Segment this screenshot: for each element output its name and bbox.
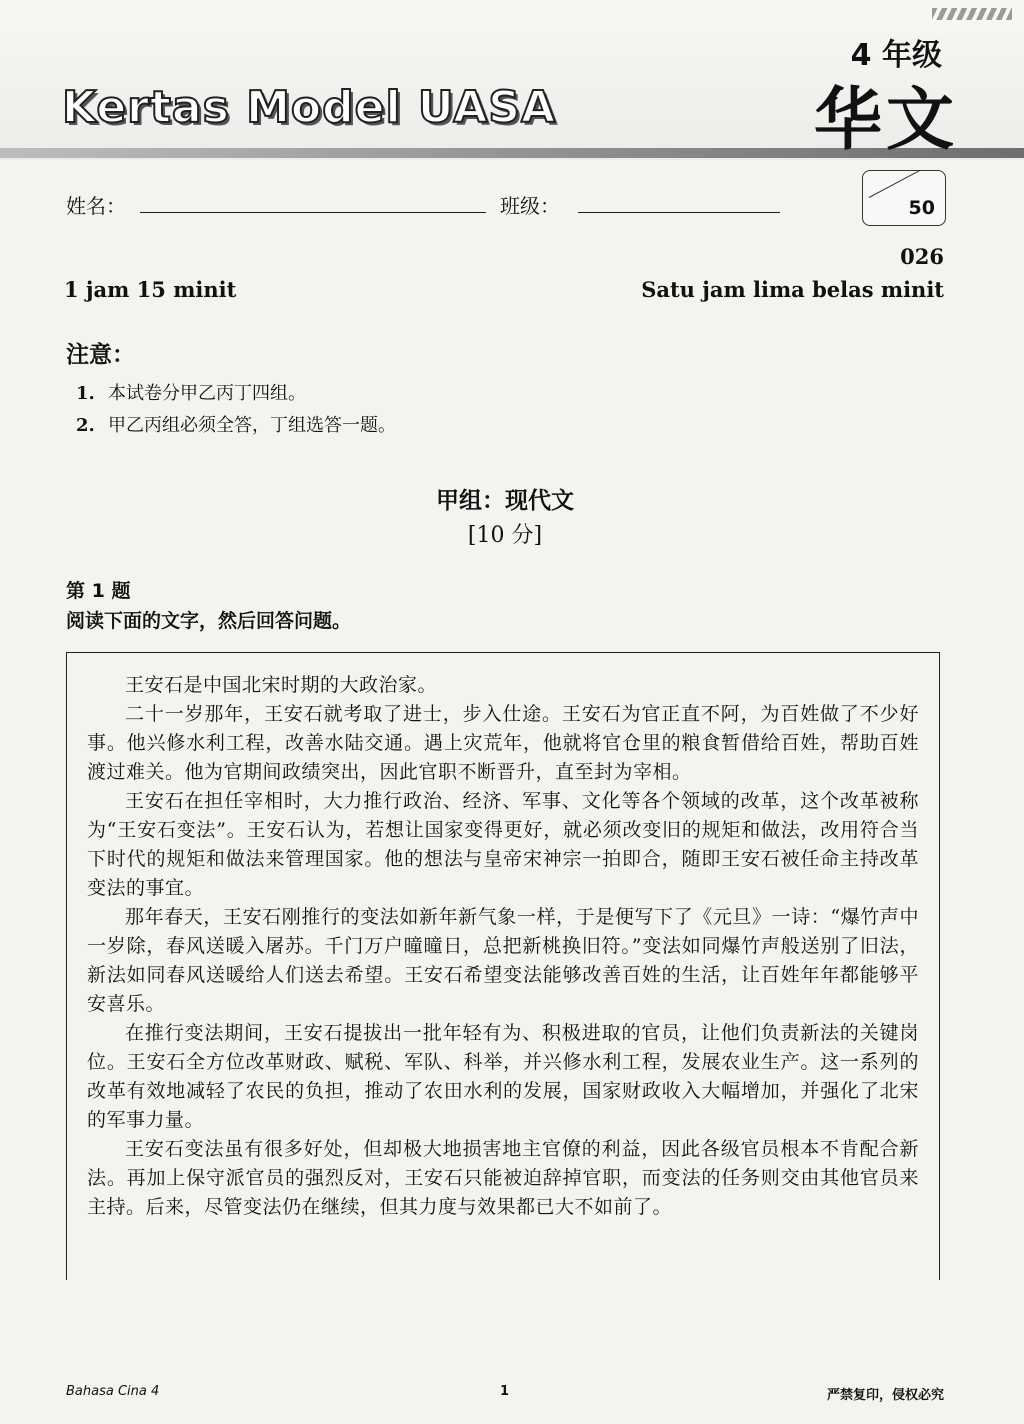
passage-paragraph: 王安石是中国北宋时期的大政治家。 xyxy=(125,674,438,696)
decorative-stripes xyxy=(932,8,1012,20)
score-box xyxy=(862,170,946,226)
score-slash xyxy=(869,170,940,198)
notice-text: 甲乙丙组必须全答，丁组选答一题。 xyxy=(108,415,396,436)
question-instruction: 阅读下面的文字，然后回答问题。 xyxy=(66,610,352,632)
class-field[interactable] xyxy=(578,212,780,213)
notice-number: 1. xyxy=(76,383,95,404)
passage-paragraph: 王安石变法虽有很多好处，但却极大地损害地主官僚的利益，因此各级官员根本不肯配合新法。再加上保守派官员的强烈反对，王安石只能被迫辞掉官职，而变法的任务则交由其他官员来主持。后来，尽管变法仍在继续，但其力度与效果都已大不如前了。 xyxy=(87,1138,919,1218)
notice-number: 2. xyxy=(76,415,95,436)
paper-code: 026 xyxy=(900,244,944,269)
page-number: 1 xyxy=(500,1384,510,1399)
notice-item xyxy=(76,378,396,410)
score-total: 50 xyxy=(908,197,935,219)
name-label: 姓名： xyxy=(66,194,126,218)
notice-item xyxy=(76,410,396,442)
section-title: 甲组：现代文 xyxy=(436,488,574,514)
notice-text: 本试卷分甲乙丙丁四组。 xyxy=(108,383,306,404)
notice-title: 注意： xyxy=(66,342,135,368)
copyright-notice: 严禁复印，侵权必究 xyxy=(826,1388,944,1403)
grade-label: 4 年级 xyxy=(850,38,942,73)
footer-subject: Bahasa Cina 4 xyxy=(66,1384,160,1399)
duration-short: 1 jam 15 minit xyxy=(64,277,237,302)
passage-paragraph: 二十一岁那年，王安石就考取了进士，步入仕途。王安石为官正直不阿，为百姓做了不少好事。他兴修水利工程，改善水陆交通。遇上灾荒年，他就将官仓里的粮食暂借给百姓，帮助百姓渡过难关。他为官期间政绩突出，因此官职不断晋升，直至封为宰相。 xyxy=(87,703,919,783)
section-marks: [10 分] xyxy=(467,523,543,548)
passage-paragraph: 那年春天，王安石刚推行的变法如新年新气象一样，于是便写下了《元旦》一诗：“爆竹声中一岁除，春风送暖入屠苏。千门万户曈曈日，总把新桃换旧符。”变法如同爆竹声般送别了旧法，新法如同春风送暖给人们送去希望。王安石希望变法能够改善百姓的生活，让百姓年年都能够平安喜乐。 xyxy=(87,906,919,1015)
subject-title: 华文 xyxy=(813,81,958,160)
passage-paragraph: 王安石在担任宰相时，大力推行政治、经济、军事、文化等各个领域的改革，这个改革被称为“王安石变法”。王安石认为，若想让国家变得更好，就必须改变旧的规矩和做法，改用符合当下时代的规矩和做法来管理国家。他的想法与皇帝宋神宗一拍即合，随即王安石被任命主持改革变法的事宜。 xyxy=(87,790,919,899)
notice-list xyxy=(76,378,396,442)
brand-title: Kertas Model UASA xyxy=(62,82,557,133)
name-field[interactable] xyxy=(140,212,486,213)
class-label: 班级： xyxy=(500,194,560,218)
question-number: 第 1 题 xyxy=(66,580,131,602)
passage-box xyxy=(66,652,940,1280)
passage-paragraph: 在推行变法期间，王安石提拔出一批年轻有为、积极进取的官员，让他们负责新法的关键岗位。王安石全方位改革财政、赋税、军队、科举，并兴修水利工程，发展农业生产。这一系列的改革有效地减轻了农民的负担，推动了农田水利的发展，国家财政收入大幅增加，并强化了北宋的军事力量。 xyxy=(87,1022,919,1131)
duration-long: Satu jam lima belas minit xyxy=(641,277,944,302)
